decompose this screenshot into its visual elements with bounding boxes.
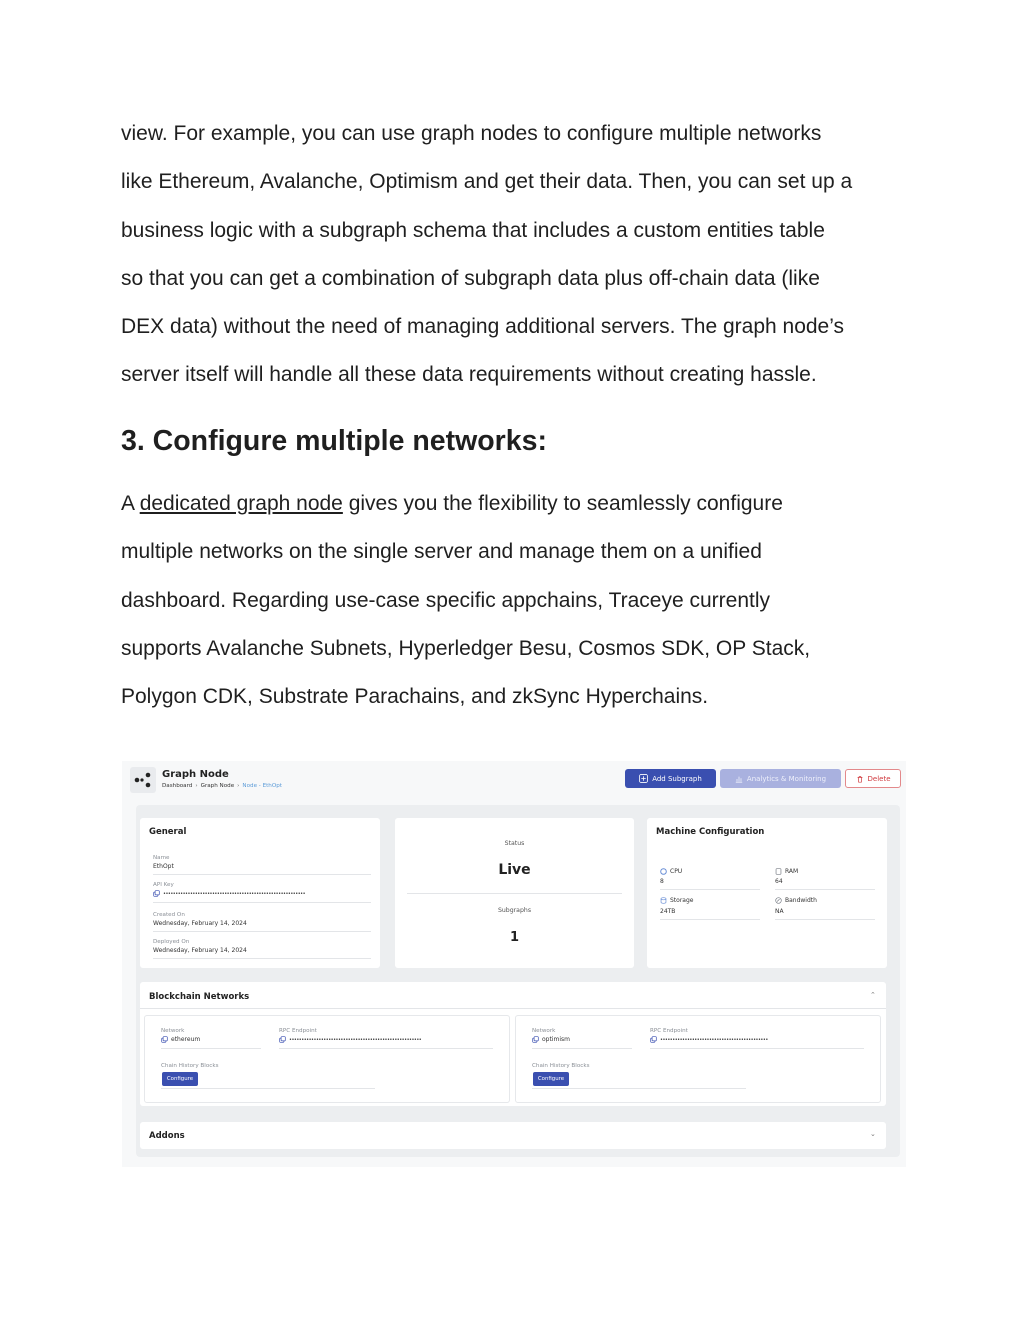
network-label: Network xyxy=(161,1028,185,1034)
content-frame xyxy=(136,805,900,1157)
text-fragment: gives you the flexibility to seamlessly configure xyxy=(342,491,783,515)
chevron-right-icon: › xyxy=(195,783,198,789)
dedicated-graph-node-link[interactable]: dedicated graph node xyxy=(139,491,343,515)
divider xyxy=(153,874,371,875)
network-label: Network xyxy=(532,1028,556,1034)
status-card xyxy=(395,818,634,968)
breadcrumb-dashboard[interactable]: Dashboard xyxy=(162,783,193,789)
text-line: DEX data) without the need of managing additional servers. The graph node’s xyxy=(121,315,845,339)
ram-value: 64 xyxy=(775,878,783,885)
general-title: General xyxy=(149,827,187,837)
divider xyxy=(775,889,875,890)
section-heading: 3. Configure multiple networks: xyxy=(121,424,547,457)
created-on-value: Wednesday, February 14, 2024 xyxy=(153,920,247,927)
breadcrumb xyxy=(162,783,282,789)
chevron-down-icon[interactable]: ⌄ xyxy=(870,1130,876,1138)
document-body xyxy=(121,110,911,721)
machine-config-card xyxy=(647,818,887,968)
breadcrumb-graph-node[interactable]: Graph Node xyxy=(200,783,235,789)
plus-circle-icon xyxy=(639,774,648,783)
paragraph-intro xyxy=(121,110,911,400)
graph-node-screenshot xyxy=(122,761,906,1167)
ram-label: RAM xyxy=(785,868,799,875)
breadcrumb-current: Node - EthOpt xyxy=(242,783,282,789)
cpu-label: CPU xyxy=(670,868,683,875)
text-line: dashboard. Regarding use-case specific appchains, Traceye currently xyxy=(121,588,771,612)
divider xyxy=(153,902,371,903)
divider xyxy=(775,919,875,920)
ram-label-row xyxy=(775,868,798,875)
rpc-endpoint-label: RPC Endpoint xyxy=(650,1028,688,1034)
copy-icon[interactable] xyxy=(650,1036,657,1043)
chevron-right-icon: › xyxy=(237,783,240,789)
text-line: server itself will handle all these data requirements without creating hassle. xyxy=(121,363,817,387)
divider xyxy=(140,1008,886,1009)
network-card-ethereum xyxy=(144,1015,510,1103)
text-fragment: A xyxy=(121,491,140,515)
configure-button[interactable]: Configure xyxy=(162,1072,198,1086)
status-label: Status xyxy=(504,840,525,847)
chain-history-label: Chain History Blocks xyxy=(532,1063,590,1069)
text-line: multiple networks on the single server and manage them on a unified xyxy=(121,540,762,564)
divider xyxy=(532,1088,746,1089)
analytics-label: Analytics & Monitoring xyxy=(746,774,827,783)
bandwidth-value: NA xyxy=(775,908,784,915)
name-value: EthOpt xyxy=(153,863,174,870)
deployed-on-label: Deployed On xyxy=(153,939,190,945)
network-value: optimism xyxy=(542,1036,570,1043)
text-line: view. For example, you can use graph nodes to configure multiple networks xyxy=(121,122,822,145)
api-key-label: API Key xyxy=(153,882,174,888)
cpu-value: 8 xyxy=(660,878,664,885)
configure-button[interactable]: Configure xyxy=(533,1072,569,1086)
divider xyxy=(407,893,622,894)
network-field xyxy=(532,1036,570,1043)
divider xyxy=(161,1048,261,1049)
divider xyxy=(153,931,371,932)
divider xyxy=(279,1048,493,1049)
paragraph-networks xyxy=(121,480,911,721)
rpc-endpoint-field xyxy=(279,1036,421,1043)
chain-history-label: Chain History Blocks xyxy=(161,1063,219,1069)
trash-icon xyxy=(856,775,864,783)
network-card-optimism xyxy=(515,1015,881,1103)
divider xyxy=(153,958,371,959)
subgraphs-count: 1 xyxy=(509,930,520,945)
graph-node-logo-icon xyxy=(130,767,156,793)
rpc-endpoint-value: •••••••••••••••••••••••••••••••••••••••••••• xyxy=(660,1037,768,1043)
subgraphs-label: Subgraphs xyxy=(497,907,532,914)
delete-label: Delete xyxy=(867,774,891,783)
name-label: Name xyxy=(153,855,170,861)
divider xyxy=(161,1088,375,1089)
addons-panel[interactable] xyxy=(140,1122,886,1149)
text-line: supports Avalanche Subnets, Hyperledger Besu, Cosmos SDK, OP Stack, xyxy=(121,636,811,660)
text-line: like Ethereum, Avalanche, Optimism and get their data. Then, you can set up a xyxy=(121,170,853,194)
copy-icon[interactable] xyxy=(532,1036,539,1043)
network-value: ethereum xyxy=(171,1036,201,1043)
status-value: Live xyxy=(498,862,531,878)
copy-icon[interactable] xyxy=(153,890,160,897)
created-on-label: Created On xyxy=(153,912,185,918)
blockchain-networks-title: Blockchain Networks xyxy=(149,992,250,1002)
chart-icon xyxy=(735,775,743,783)
add-subgraph-button[interactable] xyxy=(625,769,716,788)
analytics-monitoring-button[interactable] xyxy=(720,769,841,788)
deployed-on-value: Wednesday, February 14, 2024 xyxy=(153,947,247,954)
top-bar xyxy=(122,761,906,797)
divider xyxy=(650,1048,864,1049)
text-line: so that you can get a combination of subgraph data plus off-chain data (like xyxy=(121,266,820,290)
addons-title: Addons xyxy=(149,1131,185,1141)
storage-label-row xyxy=(660,897,693,904)
copy-icon[interactable] xyxy=(279,1036,286,1043)
text-line: Polygon CDK, Substrate Parachains, and zkSync Hyperchains. xyxy=(121,685,709,709)
cpu-label-row xyxy=(660,868,682,875)
general-card xyxy=(140,818,380,968)
machine-config-title: Machine Configuration xyxy=(656,827,765,837)
page-title: Graph Node xyxy=(162,769,229,780)
network-field xyxy=(161,1036,200,1043)
rpc-endpoint-value: •••••••••••••••••••••••••••••••••••••••••••••••••••••• xyxy=(289,1037,422,1043)
storage-value: 24TB xyxy=(660,908,676,915)
cpu-icon xyxy=(660,868,667,875)
rpc-endpoint-field xyxy=(650,1036,768,1043)
api-key-field xyxy=(153,890,305,897)
rpc-endpoint-label: RPC Endpoint xyxy=(279,1028,317,1034)
divider xyxy=(660,889,760,890)
divider xyxy=(660,919,760,920)
bandwidth-icon xyxy=(775,897,782,904)
blockchain-networks-panel xyxy=(140,982,886,1106)
storage-icon xyxy=(660,897,667,904)
copy-icon[interactable] xyxy=(161,1036,168,1043)
chevron-up-icon[interactable]: ⌃ xyxy=(870,991,876,999)
text-line: business logic with a subgraph schema that includes a custom entities table xyxy=(121,218,825,242)
divider xyxy=(532,1048,632,1049)
add-subgraph-label: Add Subgraph xyxy=(652,774,702,783)
api-key-value: •••••••••••••••••••••••••••••••••••••••••••••••••••••••••• xyxy=(163,891,306,897)
bandwidth-label-row xyxy=(775,897,817,904)
delete-button[interactable] xyxy=(845,769,901,788)
ram-icon xyxy=(775,868,782,875)
storage-label: Storage xyxy=(670,897,694,904)
bandwidth-label: Bandwidth xyxy=(785,897,817,904)
